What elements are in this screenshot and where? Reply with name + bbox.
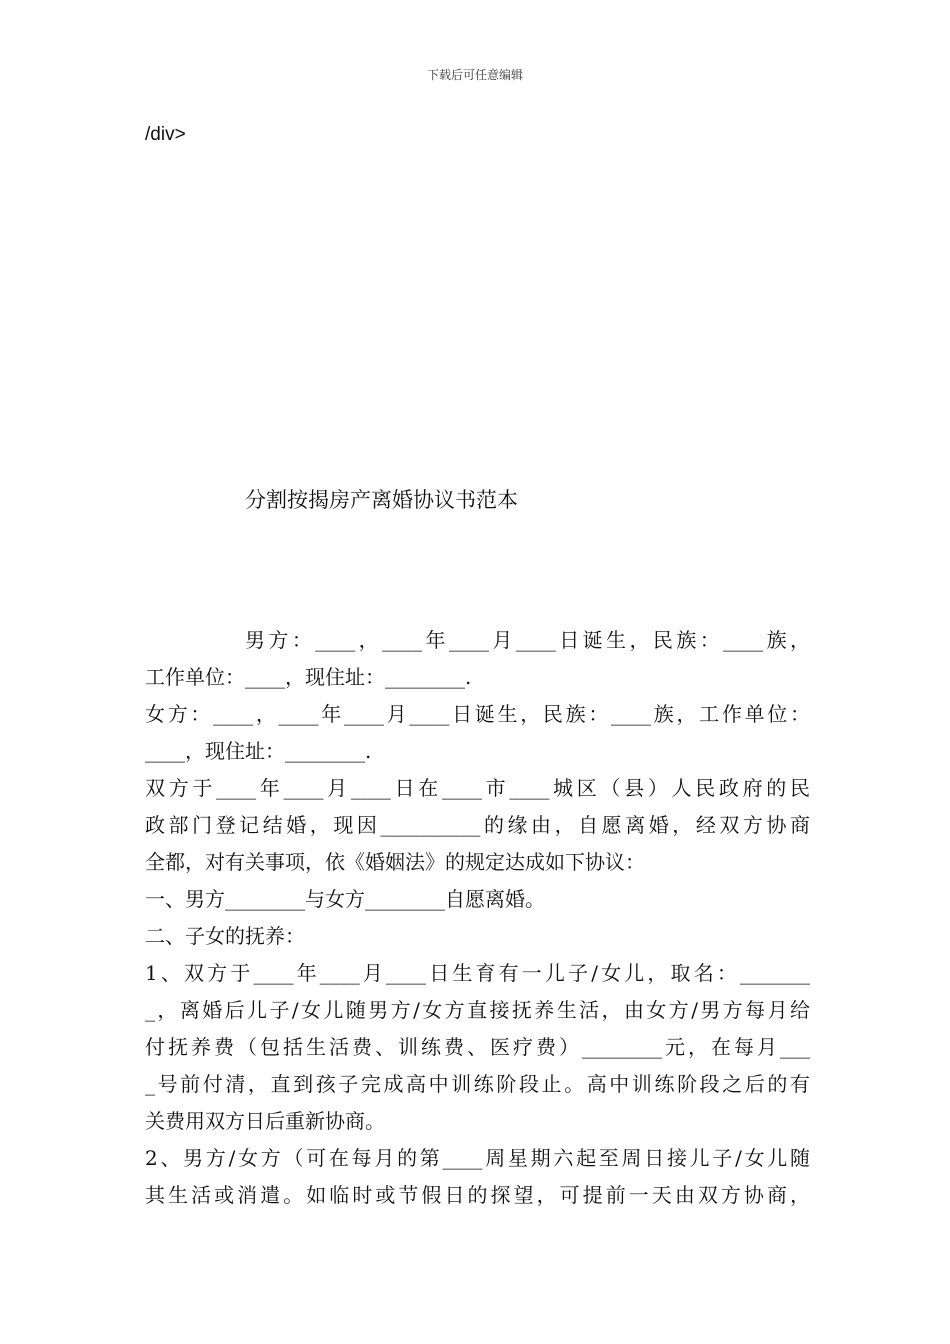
body-line: 全都，对有关事项，依《婚姻法》的规定达成如下协议： — [145, 850, 645, 874]
body-line: 男方：____，____年____月____日诞生，民族：____族， — [245, 628, 810, 652]
document-title: 分割按揭房产离婚协议书范本 — [245, 488, 518, 512]
body-line: 其生活或消遣。如临时或节假日的探望，可提前一天由双方协商， — [145, 1183, 810, 1207]
body-line: _号前付清，直到孩子完成高中训练阶段止。高中训练阶段之后的有 — [145, 1072, 810, 1096]
header-note: 下载后可任意编辑 — [426, 68, 523, 82]
body-line: 2、男方/女方（可在每月的第____周星期六起至周日接儿子/女儿随 — [145, 1146, 810, 1170]
body-line: ____，现住址：________. — [145, 739, 372, 763]
body-line: _，离婚后儿子/女儿随男方/女方直接抚养生活，由女方/男方每月给 — [145, 998, 810, 1022]
body-line: 1、双方于____年____月____日生育有一儿子/女儿，取名：_______ — [145, 961, 810, 985]
stray-markup-text: /div> — [145, 124, 186, 145]
body-line: 一、男方________与女方________自愿离婚。 — [145, 887, 545, 911]
body-line: 女方：____，____年____月____日诞生，民族：____族，工作单位： — [145, 702, 810, 726]
body-line: 双方于____年____月____日在____市____城区（县）人民政府的民 — [145, 776, 810, 800]
body-line: 工作单位：____，现住址：________. — [145, 665, 472, 689]
body-line: 二、子女的抚养： — [145, 924, 305, 948]
body-line: 付抚养费（包括生活费、训练费、医疗费）________元，在每月___ — [145, 1035, 810, 1059]
agreement-body — [145, 622, 810, 1214]
body-line: 关费用双方日后重新协商。 — [145, 1109, 385, 1133]
body-line: 政部门登记结婚，现因__________的缘由，自愿离婚，经双方协商 — [145, 813, 810, 837]
